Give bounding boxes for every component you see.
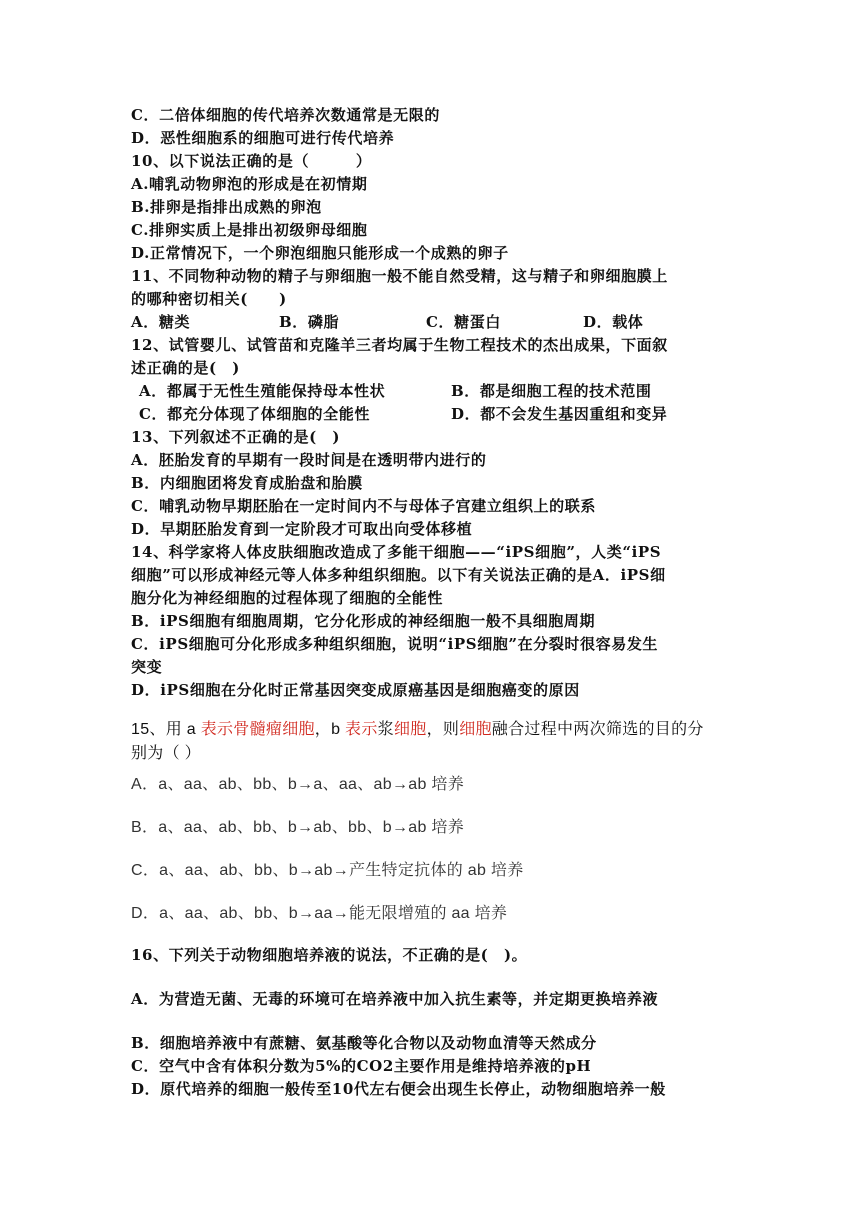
q10-option-d: D.正常情况下，一个卵泡细胞只能形成一个成熟的卵子 [131,244,509,262]
q9-option-d: D．恶性细胞系的细胞可进行传代培养 [131,129,395,147]
q15-highlight-1: 表示骨髓瘤细胞 [200,721,315,738]
q14-option-b: B．iPS细胞有细胞周期，它分化形成的神经细胞一般不具细胞周期 [131,612,596,630]
q14-option-c-line2: 突变 [131,658,163,676]
q15-highlight-4: 细胞 [459,721,492,738]
q11-stem-line2: 的哪种密切相关( ) [131,290,287,308]
q14-stem-line2: 细胞”可以形成神经元等人体多种组织细胞。以下有关说法正确的是A．iPS细 [131,566,666,584]
q13-stem: 13、下列叙述不正确的是( ) [131,428,341,446]
q13-option-c: C．哺乳动物早期胚胎在一定时间内不与母体子宫建立组织上的联系 [131,497,596,515]
q10-option-b: B.排卵是指排出成熟的卵泡 [131,198,322,216]
q12-stem-line1: 12、试管婴儿、试管苗和克隆羊三者均属于生物工程技术的杰出成果，下面叙 [131,336,668,354]
q11-option-b: B．磷脂 [279,313,340,331]
q14-option-c-line1: C．iPS细胞可分化形成多种组织细胞，说明“iPS细胞”在分裂时很容易发生 [131,635,659,653]
q13-option-a: A．胚胎发育的早期有一段时间是在透明带内进行的 [131,451,487,469]
q15-highlight-3: 细胞 [393,721,427,738]
q15-text-1: 15、用 a [131,721,201,738]
q15-stem-line1 [131,719,704,741]
q16-option-b: B．细胞培养液中有蔗糖、氨基酸等化合物以及动物血清等天然成分 [131,1034,597,1052]
q15-stem-line2: 别为（ ） [131,745,201,762]
q15-option-a: A．a、aa、ab、bb、b→a、aa、ab→ab 培养 [131,776,464,793]
q11-option-c: C．糖蛋白 [426,313,501,331]
q14-option-d: D．iPS细胞在分化时正常基因突变成原癌基因是细胞癌变的原因 [131,681,580,699]
q9-option-c: C．二倍体细胞的传代培养次数通常是无限的 [131,106,440,124]
q10-stem: 10、以下说法正确的是（ ） [131,152,372,170]
q16-option-d: D．原代培养的细胞一般传至10代左右便会出现生长停止，动物细胞培养一般 [131,1080,666,1098]
q15-option-c: C．a、aa、ab、bb、b→ab→产生特定抗体的 ab 培养 [131,862,524,879]
q16-option-a: A．为营造无菌、无毒的环境可在培养液中加入抗生素等，并定期更换培养液 [131,990,659,1008]
q12-option-d: D．都不会发生基因重组和变异 [451,405,668,423]
q15-highlight-2: 表示 [345,721,378,738]
q15-option-d: D．a、aa、ab、bb、b→aa→能无限增殖的 aa 培养 [131,905,508,922]
q15-text-2: ，b [314,721,346,738]
q15-text-4: ，则 [426,721,460,738]
q11-stem-line1: 11、不同物种动物的精子与卵细胞一般不能自然受精，这与精子和卵细胞膜上 [131,267,668,285]
q16-stem: 16、下列关于动物细胞培养液的说法，不正确的是( )。 [131,946,528,964]
q15-text-3: 浆 [377,721,394,738]
q12-stem-line2: 述正确的是( ) [131,359,240,377]
q14-stem-line1: 14、科学家将人体皮肤细胞改造成了多能干细胞——“iPS细胞”，人类“iPS [131,543,662,561]
q15-option-b: B．a、aa、ab、bb、b→ab、bb、b→ab 培养 [131,819,464,836]
q13-option-d: D．早期胚胎发育到一定阶段才可取出向受体移植 [131,520,473,538]
q13-option-b: B．内细胞团将发育成胎盘和胎膜 [131,474,363,492]
q16-option-c: C．空气中含有体积分数为5%的CO2主要作用是维持培养液的pH [131,1057,592,1075]
q14-stem-line3: 胞分化为神经细胞的过程体现了细胞的全能性 [131,589,444,607]
q10-option-a: A.哺乳动物卵泡的形成是在初情期 [131,175,368,193]
q12-option-b: B．都是细胞工程的技术范围 [451,382,652,400]
q11-option-d: D．载体 [583,313,644,331]
q11-option-a: A．糖类 [131,313,191,331]
q12-option-a: A．都属于无性生殖能保持母本性状 [139,382,386,400]
q12-option-c: C．都充分体现了体细胞的全能性 [139,405,370,423]
q10-option-c: C.排卵实质上是排出初级卵母细胞 [131,221,368,239]
q15-text-5: 融合过程中两次筛选的目的分 [491,721,704,738]
